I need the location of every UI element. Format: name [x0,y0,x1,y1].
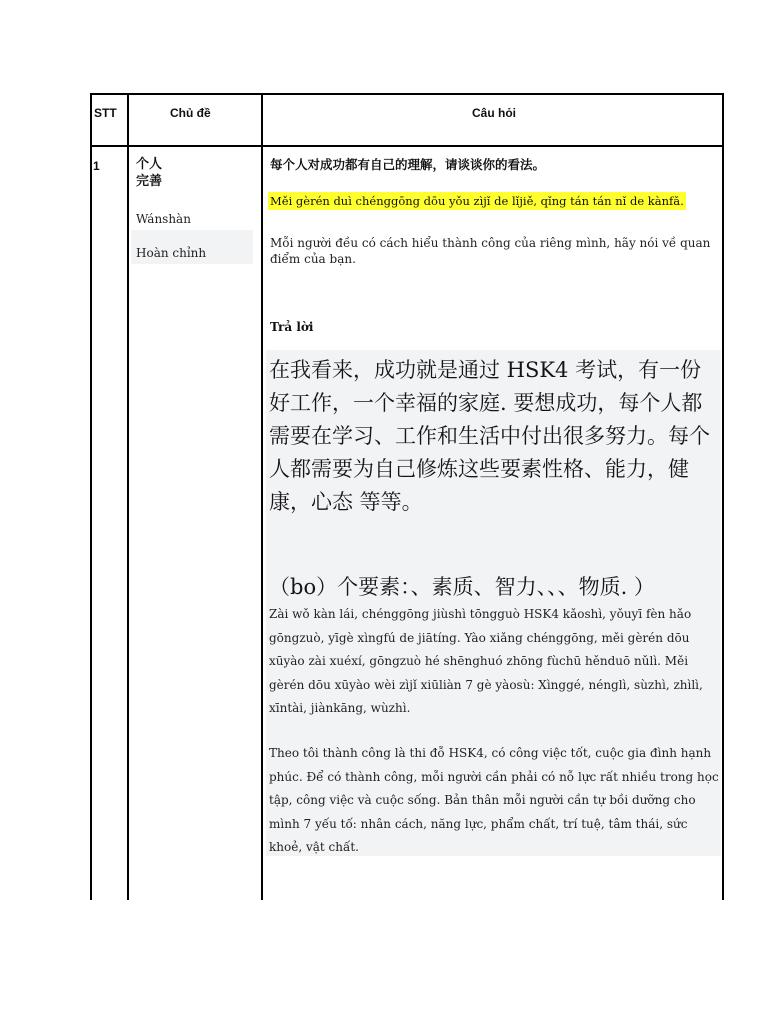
topic-chinese [136,156,162,190]
header-stt: STT [94,106,117,120]
header-chu-de: Chủ đề [170,106,211,120]
question-pinyin-highlighted: Měi gèrén duì chénggōng dōu yǒu zìjǐ de lǐjiě, qǐng tán tán nǐ de kànfǎ. [270,194,684,208]
answer-elements-note: （bo）个要素：、素质、智力、、、物质. ） [269,575,655,599]
row-number: 1 [93,159,100,173]
topic-vietnamese: Hoàn chỉnh [136,246,207,260]
table-header-divider [90,145,724,147]
header-cau-hoi: Câu hỏi [472,106,516,120]
table-border-top [90,93,724,95]
table-border-left [90,93,92,900]
topic-chinese-line1: 个人 [136,157,163,172]
answer-label: Trả lời [270,320,314,334]
topic-chinese-line2: 完善 [136,174,163,189]
answer-pinyin: Zài wǒ kàn lái, chénggōng jiùshì tōngguò HSK4 kǎoshì, yǒuyī fèn hǎo gōngzuò, yīgè xìngfú de jiātíng. Yào xiǎng chénggōng, měi gèrén dōu xūyào zài xuéxí, gōngzuò hé shēnghuó zhōng fùchū hěnduō nǔlì. Měi gèrén dōu xūyào wèi zìjǐ xiūliàn 7 gè yàosù: Xìnggé, nénglì, sùzhì, zhìlì, xīntài, jiànkāng, wùzhì. [269,607,703,715]
topic-pinyin: Wánshàn [136,212,191,226]
question-chinese: 每个人对成功都有自己的理解，请谈谈你的看法。 [270,157,546,172]
column-divider-1 [127,93,129,900]
table-border-right [722,93,724,900]
question-vietnamese: Mỗi người đều có cách hiểu thành công của riêng mình, hãy nói về quan điểm của bạn. [270,236,711,266]
column-divider-2 [261,93,263,900]
answer-chinese: 在我看来，成功就是通过 HSK4 考试，有一份好工作，一个幸福的家庭. 要想成功，每个人都需要在学习、工作和生活中付出很多努力。每个人都需要为自己修炼这些要素性格、能力，健康，心态 等等。 [269,358,710,514]
answer-vietnamese: Theo tôi thành công là thi đỗ HSK4, có công việc tốt, cuộc gia đình hạnh phúc. Để có thành công, mỗi người cần phải có nỗ lực rất nhiều trong học tập, công việc và cuộc sống. Bản thân mỗi người cần tự bồi dưỡng cho mình 7 yếu tố: nhân cách, năng lực, phẩm chất, trí tuệ, tâm thái, sức khoẻ, vật chất. [269,746,719,854]
